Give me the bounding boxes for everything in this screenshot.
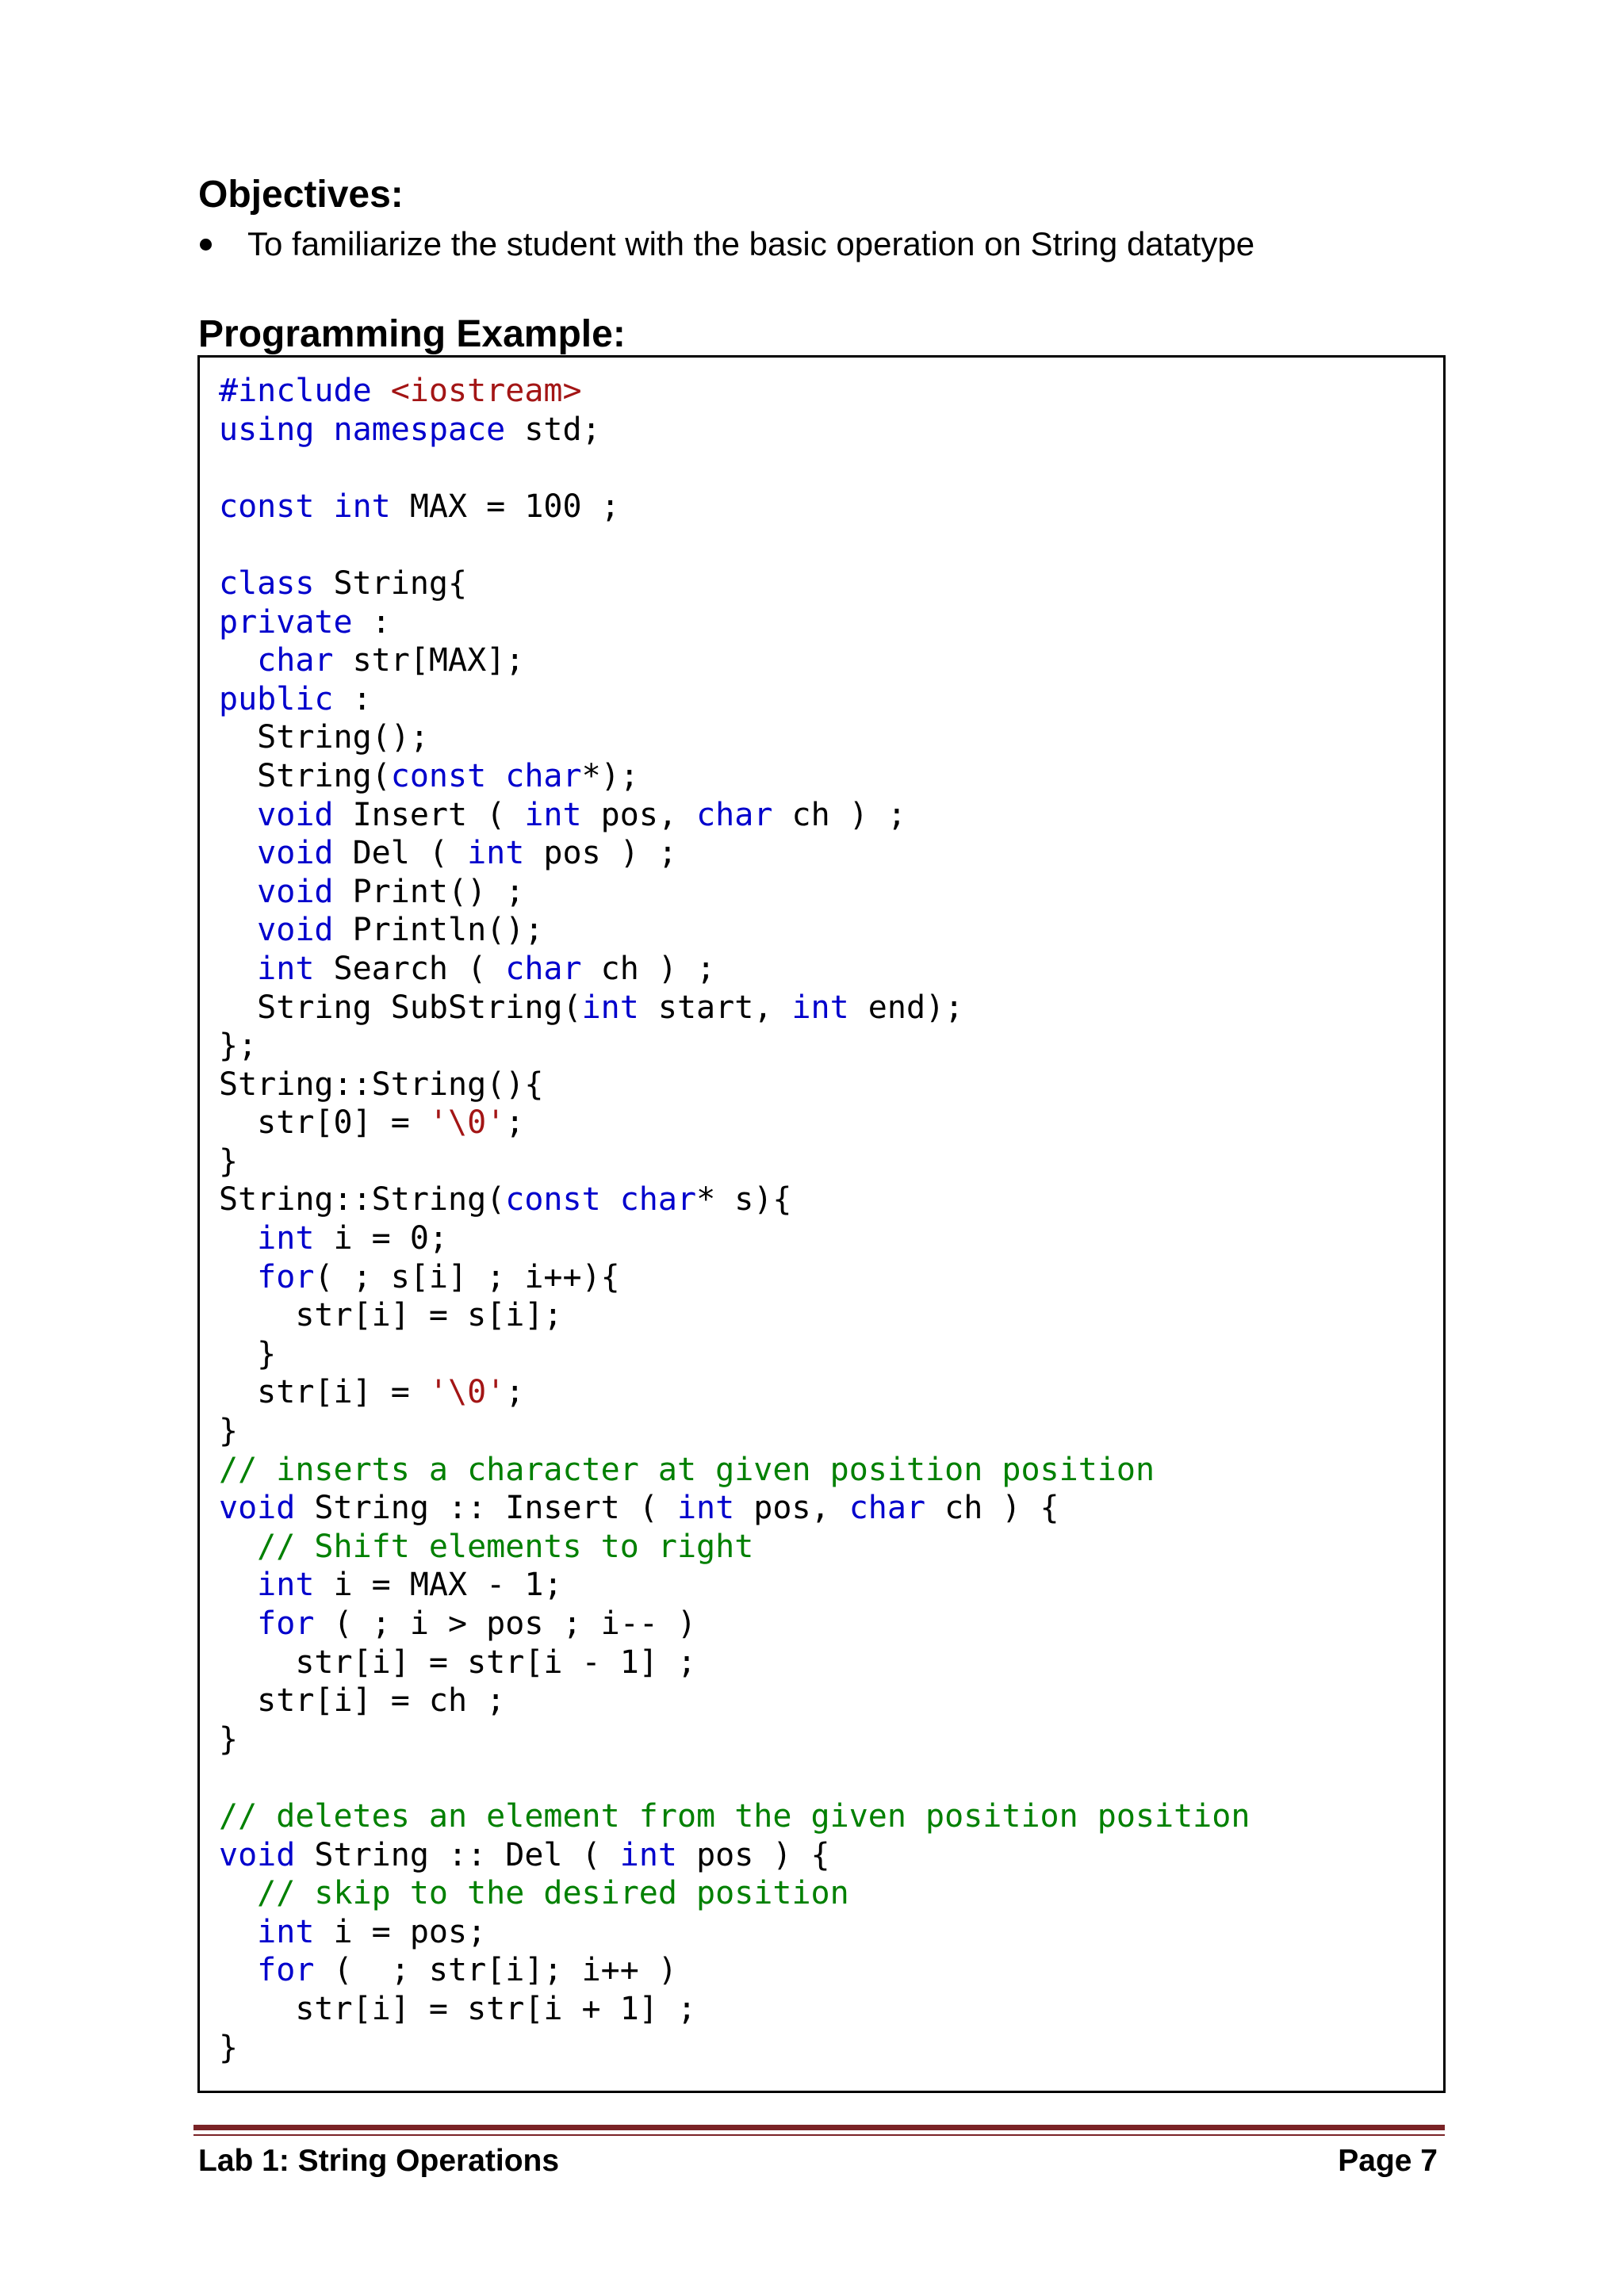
code-token: String :: Del ( bbox=[295, 1836, 620, 1873]
code-line bbox=[219, 1296, 1250, 1335]
code-token bbox=[219, 1952, 257, 1988]
code-token: pos, bbox=[581, 796, 697, 833]
code-token: pos, bbox=[734, 1490, 849, 1527]
code-line bbox=[219, 1951, 1250, 1990]
code-token: class bbox=[219, 564, 315, 602]
code-line bbox=[219, 488, 1250, 526]
code-token: } bbox=[219, 1142, 239, 1180]
programming-example-heading: Programming Example: bbox=[198, 313, 626, 355]
code-token: // Shift elements to right bbox=[219, 1528, 754, 1565]
code-token: int bbox=[581, 989, 639, 1026]
code-token: start, bbox=[638, 989, 792, 1026]
code-line bbox=[219, 564, 1250, 603]
code-token: char bbox=[696, 796, 773, 833]
code-line bbox=[219, 526, 1250, 564]
code-token: ch ) ; bbox=[772, 796, 906, 833]
code-token: const char bbox=[505, 1181, 697, 1219]
code-token: void bbox=[257, 873, 334, 910]
code-line bbox=[219, 1027, 1250, 1066]
code-token bbox=[219, 1605, 257, 1642]
code-line bbox=[219, 1451, 1250, 1490]
code-line bbox=[219, 989, 1250, 1027]
code-token: Print() ; bbox=[333, 873, 525, 910]
code-token: ( ; str[i]; i++ ) bbox=[314, 1952, 677, 1989]
code-line bbox=[219, 796, 1250, 835]
code-token bbox=[219, 1259, 257, 1295]
code-line bbox=[219, 1682, 1250, 1720]
code-token: pos ) ; bbox=[524, 835, 677, 872]
code-token: str[i] = s[i]; bbox=[219, 1297, 563, 1334]
code-token bbox=[219, 642, 257, 679]
code-token: int bbox=[524, 796, 582, 833]
code-line bbox=[219, 1142, 1250, 1181]
code-token: int bbox=[619, 1836, 677, 1873]
code-line bbox=[219, 449, 1250, 488]
code-token bbox=[219, 1567, 257, 1603]
code-line bbox=[219, 1874, 1250, 1913]
code-token: void bbox=[257, 912, 334, 949]
code-token: ( ; s[i] ; i++){ bbox=[314, 1258, 620, 1295]
code-token: str[i] = bbox=[219, 1374, 429, 1411]
code-token: public bbox=[219, 680, 334, 718]
code-line bbox=[219, 641, 1250, 680]
code-token: void bbox=[219, 1490, 296, 1527]
code-token: #include bbox=[219, 373, 391, 409]
code-line bbox=[219, 1797, 1250, 1836]
code-token: for bbox=[257, 1605, 315, 1642]
code-token: Search ( bbox=[314, 950, 506, 987]
code-line bbox=[219, 1720, 1250, 1759]
code-token: i = 0; bbox=[314, 1220, 448, 1257]
code-line bbox=[219, 1258, 1250, 1297]
code-token: } bbox=[219, 1335, 277, 1372]
code-line bbox=[219, 1990, 1250, 2029]
code-token: str[i] = str[i - 1] ; bbox=[219, 1644, 697, 1681]
code-token: <iostream> bbox=[390, 373, 582, 409]
code-token: str[0] = bbox=[219, 1104, 429, 1142]
code-line bbox=[219, 1605, 1250, 1644]
code-token: // inserts a character at given position position bbox=[219, 1451, 1155, 1488]
code-token: char bbox=[848, 1490, 926, 1527]
code-token: std; bbox=[505, 411, 601, 448]
code-token: // skip to the desired position bbox=[219, 1875, 849, 1912]
code-token: void bbox=[219, 1836, 296, 1873]
code-token: using namespace bbox=[219, 411, 506, 448]
objective-item: To familiarize the student with the basic operation on String datatype bbox=[198, 222, 1254, 266]
code-token: String(); bbox=[219, 719, 429, 756]
code-token bbox=[219, 874, 257, 910]
code-line bbox=[219, 911, 1250, 950]
code-token: int bbox=[676, 1490, 735, 1527]
code-line bbox=[219, 834, 1250, 873]
code-token: int bbox=[257, 1567, 315, 1604]
code-token bbox=[219, 1220, 257, 1257]
footer-rule-thick bbox=[193, 2125, 1445, 2130]
code-token: ch ) { bbox=[925, 1490, 1059, 1527]
code-token: int bbox=[791, 989, 849, 1026]
code-line bbox=[219, 950, 1250, 989]
code-line bbox=[219, 718, 1250, 757]
code-token: '\0' bbox=[428, 1104, 506, 1142]
code-listing bbox=[219, 372, 1250, 2067]
code-token: ch ) ; bbox=[581, 950, 716, 987]
code-token: Insert ( bbox=[333, 796, 525, 833]
code-token: for bbox=[257, 1952, 315, 1989]
code-listing-box bbox=[197, 355, 1446, 2093]
code-token bbox=[219, 951, 257, 987]
code-token: : bbox=[352, 603, 391, 641]
code-token: ; bbox=[505, 1374, 525, 1411]
code-token: const int bbox=[219, 488, 391, 525]
code-token: }; bbox=[219, 1027, 258, 1065]
code-token: void bbox=[257, 835, 334, 872]
code-token: i = pos; bbox=[314, 1913, 487, 1950]
code-token: } bbox=[219, 2029, 239, 2066]
code-token: String::String( bbox=[219, 1181, 506, 1219]
code-token: '\0' bbox=[428, 1374, 506, 1411]
code-token: int bbox=[467, 835, 525, 872]
code-token: char bbox=[257, 642, 334, 679]
code-token: i = MAX - 1; bbox=[314, 1567, 563, 1604]
code-token: char bbox=[505, 950, 582, 987]
code-token: const char bbox=[390, 757, 582, 794]
code-token: str[i] = str[i + 1] ; bbox=[219, 1990, 697, 2027]
code-line bbox=[219, 680, 1250, 719]
code-token: int bbox=[257, 1220, 315, 1257]
code-token: int bbox=[257, 1913, 315, 1950]
code-line bbox=[219, 1566, 1250, 1605]
code-token: * s){ bbox=[696, 1181, 792, 1219]
code-token: } bbox=[219, 1413, 239, 1450]
code-token: String( bbox=[219, 757, 391, 794]
code-line bbox=[219, 1836, 1250, 1875]
code-line bbox=[219, 1219, 1250, 1258]
code-line bbox=[219, 1373, 1250, 1412]
footer-page-number: Page 7 bbox=[1338, 2144, 1438, 2178]
code-line bbox=[219, 1528, 1250, 1567]
code-token bbox=[219, 797, 257, 833]
code-token: end); bbox=[848, 989, 964, 1026]
code-line bbox=[219, 603, 1250, 642]
code-token: String{ bbox=[314, 564, 468, 602]
objectives-list bbox=[198, 222, 1254, 266]
code-token bbox=[219, 912, 257, 948]
code-token: void bbox=[257, 796, 334, 833]
code-token: // deletes an element from the given position position bbox=[219, 1797, 1251, 1835]
code-token: str[MAX]; bbox=[333, 642, 525, 679]
code-token bbox=[219, 835, 257, 871]
code-line bbox=[219, 1644, 1250, 1682]
code-token: } bbox=[219, 1720, 239, 1758]
code-token: pos ) { bbox=[676, 1836, 830, 1873]
code-line bbox=[219, 372, 1250, 411]
code-token: private bbox=[219, 603, 353, 641]
footer-rule-thin bbox=[193, 2134, 1445, 2136]
code-line bbox=[219, 1758, 1250, 1797]
code-token: str[i] = ch ; bbox=[219, 1682, 506, 1720]
code-line bbox=[219, 2029, 1250, 2068]
objectives-heading: Objectives: bbox=[198, 174, 404, 216]
code-line bbox=[219, 873, 1250, 912]
code-line bbox=[219, 1335, 1250, 1374]
code-line bbox=[219, 411, 1250, 450]
code-token bbox=[219, 1914, 257, 1950]
code-token: String SubString( bbox=[219, 989, 582, 1026]
code-token: *); bbox=[581, 757, 639, 794]
code-line bbox=[219, 1489, 1250, 1528]
code-token: String :: Insert ( bbox=[295, 1490, 677, 1527]
code-token: for bbox=[257, 1258, 315, 1295]
code-line bbox=[219, 1104, 1250, 1142]
code-token: Del ( bbox=[333, 835, 468, 872]
code-token: Println(); bbox=[333, 912, 544, 949]
code-line bbox=[219, 757, 1250, 796]
code-line bbox=[219, 1913, 1250, 1952]
code-token: String::String(){ bbox=[219, 1066, 544, 1103]
code-line bbox=[219, 1412, 1250, 1451]
code-line bbox=[219, 1181, 1250, 1219]
footer-lab-title: Lab 1: String Operations bbox=[198, 2144, 560, 2178]
code-token: int bbox=[257, 950, 315, 987]
code-token: : bbox=[333, 680, 372, 718]
code-token: ; bbox=[505, 1104, 525, 1142]
code-token: ( ; i > pos ; i-- ) bbox=[314, 1605, 697, 1642]
code-line bbox=[219, 1066, 1250, 1104]
code-token: MAX = 100 ; bbox=[390, 488, 620, 525]
